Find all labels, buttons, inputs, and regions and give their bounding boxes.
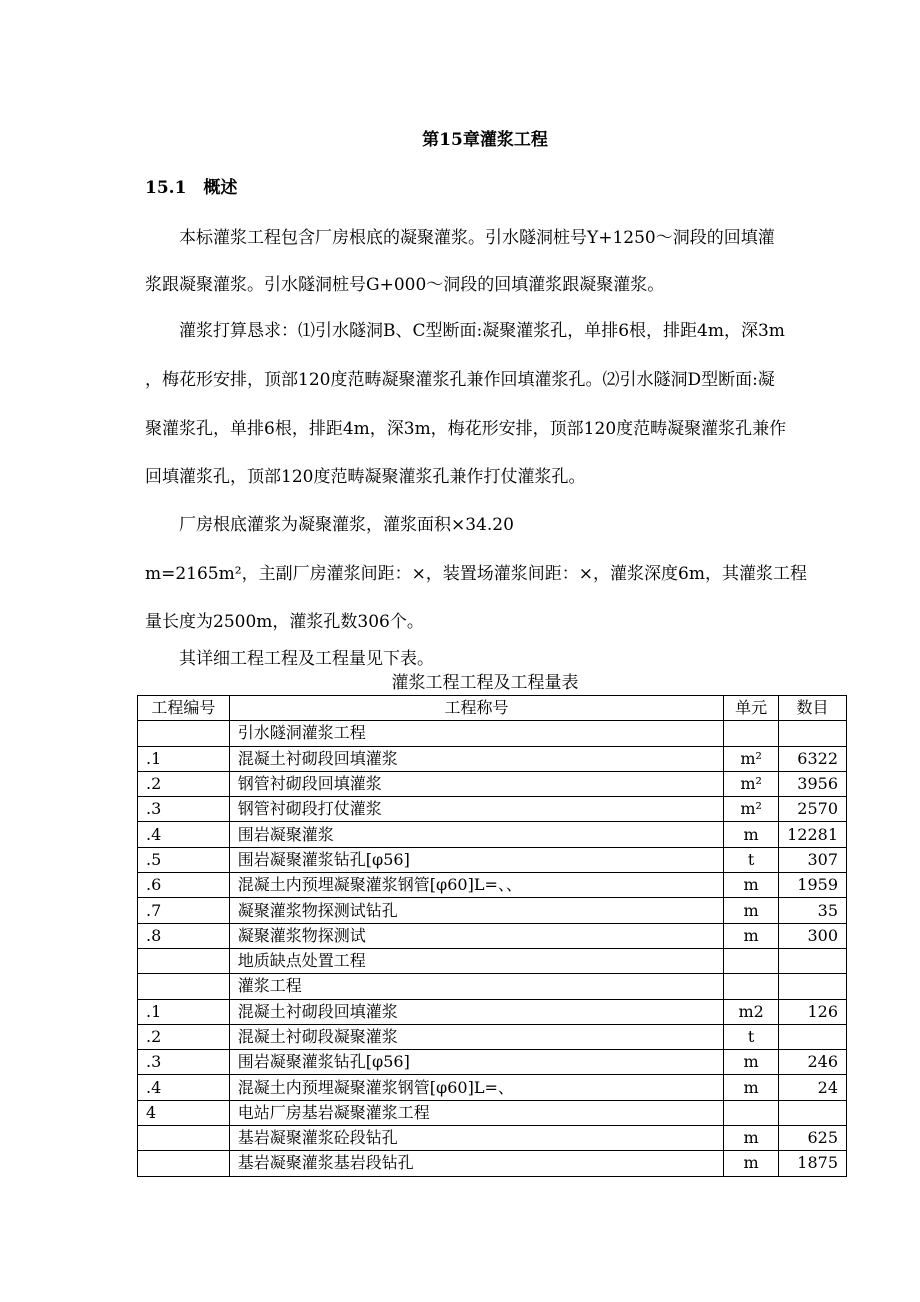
quantity-cell: 625 (779, 1126, 847, 1151)
quantity-cell: 1959 (779, 873, 847, 898)
quantity-cell: 246 (779, 1050, 847, 1075)
unit-cell: m² (724, 746, 779, 771)
paragraph-line: 聚灌浆孔，单排6根，排距4m，深3m，梅花形安排，顶部120度范畴凝聚灌浆孔兼作 (145, 419, 787, 439)
unit-cell: 单元 (724, 696, 779, 721)
table-row (138, 1100, 847, 1125)
quantity-cell: 2570 (779, 797, 847, 822)
quantity-cell: 数目 (779, 696, 847, 721)
item-no-cell: .5 (138, 847, 230, 872)
paragraph-line: 浆跟凝聚灌浆。引水隧洞桩号G+000～洞段的回填灌浆跟凝聚灌浆。 (145, 275, 665, 295)
unit-cell: m (724, 923, 779, 948)
unit-cell: m (724, 822, 779, 847)
item-name-cell: 灌浆工程 (229, 974, 723, 999)
item-name-cell: 混凝土衬砌段回填灌浆 (229, 999, 723, 1024)
unit-cell: m (724, 1075, 779, 1100)
table-row (138, 771, 847, 796)
quantity-cell (779, 1100, 847, 1125)
item-no-cell: 4 (138, 1100, 230, 1125)
paragraph-line: 其详细工程工程及工程量见下表。 (145, 649, 434, 669)
table-row (138, 1151, 847, 1176)
unit-cell (724, 721, 779, 746)
item-no-cell: .7 (138, 898, 230, 923)
item-no-cell: 工程编号 (138, 696, 230, 721)
unit-cell (724, 948, 779, 973)
unit-cell: m (724, 873, 779, 898)
item-no-cell (138, 948, 230, 973)
table-row (138, 721, 847, 746)
paragraph-line: 量长度为2500m，灌浆孔数306个。 (145, 612, 424, 632)
item-no-cell: .8 (138, 923, 230, 948)
table-row (138, 797, 847, 822)
quantity-cell (779, 721, 847, 746)
quantity-cell: 300 (779, 923, 847, 948)
unit-cell: m² (724, 771, 779, 796)
item-name-cell: 凝聚灌浆物探测试钻孔 (229, 898, 723, 923)
item-no-cell: .2 (138, 1024, 230, 1049)
item-name-cell: 电站厂房基岩凝聚灌浆工程 (229, 1100, 723, 1125)
item-no-cell: .4 (138, 1075, 230, 1100)
unit-cell: t (724, 847, 779, 872)
item-name-cell: 基岩凝聚灌浆砼段钻孔 (229, 1126, 723, 1151)
item-name-cell: 钢管衬砌段打仗灌浆 (229, 797, 723, 822)
section-heading: 15.1 概述 (145, 178, 238, 198)
paragraph-line: 本标灌浆工程包含厂房根底的凝聚灌浆。引水隧洞桩号Y+1250～洞段的回填灌 (145, 228, 775, 248)
unit-cell: m (724, 898, 779, 923)
item-no-cell: .4 (138, 822, 230, 847)
unit-cell: m (724, 1126, 779, 1151)
quantity-cell: 126 (779, 999, 847, 1024)
table-caption: 灌浆工程工程及工程量表 (391, 673, 579, 693)
paragraph-line: 灌浆打算恳求：⑴引水隧洞B、C型断面:凝聚灌浆孔，单排6根，排距4m，深3m (145, 321, 785, 341)
table-row (138, 1050, 847, 1075)
table-row (138, 999, 847, 1024)
paragraph-line: 厂房根底灌浆为凝聚灌浆，灌浆面积×34.20 (145, 515, 514, 535)
chapter-title: 第15章灌浆工程 (422, 130, 548, 150)
quantity-cell: 35 (779, 898, 847, 923)
table-row (138, 923, 847, 948)
item-name-cell: 混凝土内预埋凝聚灌浆钢管[φ60]L=、 (229, 1075, 723, 1100)
table-row (138, 1126, 847, 1151)
item-name-cell: 工程称号 (229, 696, 723, 721)
item-no-cell: .1 (138, 999, 230, 1024)
item-name-cell: 围岩凝聚灌浆 (229, 822, 723, 847)
unit-cell: m² (724, 797, 779, 822)
paragraph-line: m=2165m²，主副厂房灌浆间距：×，装置场灌浆间距：×，灌浆深度6m，其灌浆工程 (145, 564, 807, 584)
item-name-cell: 地质缺点处置工程 (229, 948, 723, 973)
unit-cell: m (724, 1050, 779, 1075)
table-row (138, 1075, 847, 1100)
unit-cell: t (724, 1024, 779, 1049)
item-name-cell: 基岩凝聚灌浆基岩段钻孔 (229, 1151, 723, 1176)
item-no-cell: .1 (138, 746, 230, 771)
quantity-cell: 1875 (779, 1151, 847, 1176)
item-name-cell: 凝聚灌浆物探测试 (229, 923, 723, 948)
table-row (138, 822, 847, 847)
table-row (138, 847, 847, 872)
quantity-cell (779, 1024, 847, 1049)
item-no-cell (138, 974, 230, 999)
item-name-cell: 混凝土衬砌段凝聚灌浆 (229, 1024, 723, 1049)
table-row (138, 1024, 847, 1049)
item-no-cell: .3 (138, 797, 230, 822)
unit-cell (724, 1100, 779, 1125)
paragraph-line: 回填灌浆孔，顶部120度范畴凝聚灌浆孔兼作打仗灌浆孔。 (145, 467, 586, 487)
item-name-cell: 围岩凝聚灌浆钻孔[φ56] (229, 847, 723, 872)
table-row (138, 873, 847, 898)
unit-cell: m2 (724, 999, 779, 1024)
item-no-cell (138, 721, 230, 746)
unit-cell (724, 974, 779, 999)
quantity-cell: 307 (779, 847, 847, 872)
item-name-cell: 混凝土内预埋凝聚灌浆钢管[φ60]L=、、 (229, 873, 723, 898)
item-no-cell (138, 1151, 230, 1176)
item-name-cell: 钢管衬砌段回填灌浆 (229, 771, 723, 796)
quantity-cell: 3956 (779, 771, 847, 796)
quantity-table (137, 695, 847, 1177)
quantity-cell (779, 948, 847, 973)
item-name-cell: 围岩凝聚灌浆钻孔[φ56] (229, 1050, 723, 1075)
item-no-cell: .3 (138, 1050, 230, 1075)
item-name-cell: 引水隧洞灌浆工程 (229, 721, 723, 746)
quantity-cell: 12281 (779, 822, 847, 847)
quantity-cell: 6322 (779, 746, 847, 771)
item-no-cell (138, 1126, 230, 1151)
table-row (138, 898, 847, 923)
unit-cell: m (724, 1151, 779, 1176)
quantity-cell: 24 (779, 1075, 847, 1100)
table-header-row (138, 696, 847, 721)
table-row (138, 974, 847, 999)
item-no-cell: .6 (138, 873, 230, 898)
table-row (138, 948, 847, 973)
quantity-cell (779, 974, 847, 999)
item-no-cell: .2 (138, 771, 230, 796)
table-row (138, 746, 847, 771)
paragraph-line: ，梅花形安排，顶部120度范畴凝聚灌浆孔兼作回填灌浆孔。⑵引水隧洞D型断面:凝 (145, 370, 775, 390)
item-name-cell: 混凝土衬砌段回填灌浆 (229, 746, 723, 771)
